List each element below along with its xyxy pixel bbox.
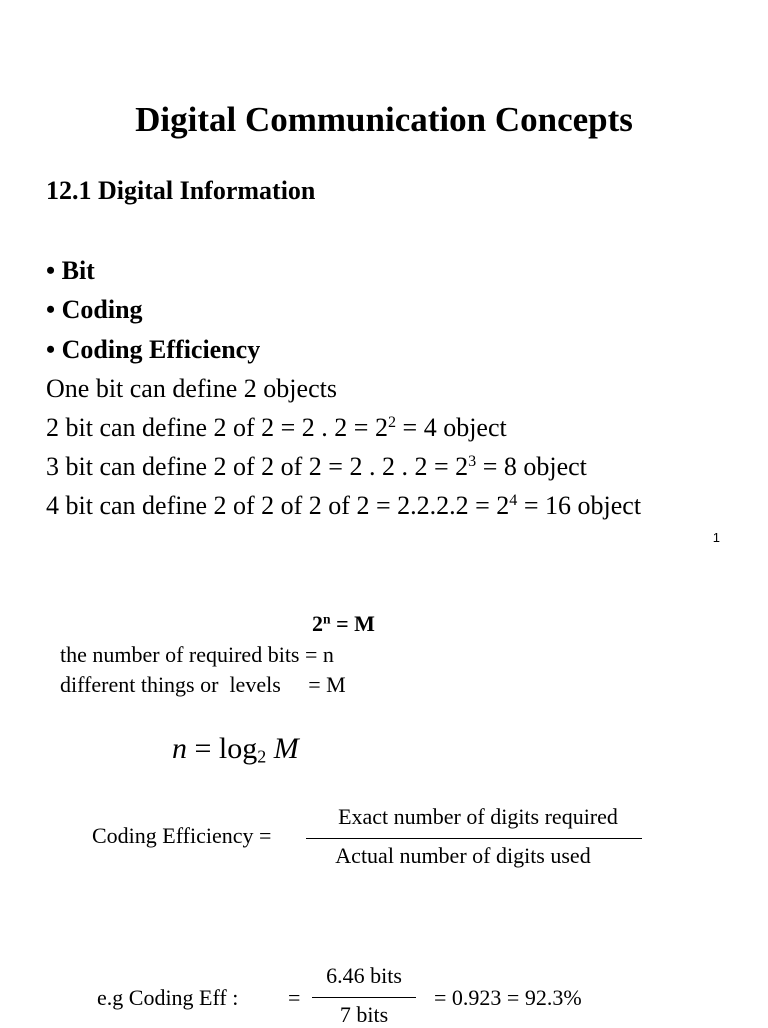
page-number: 1 — [712, 530, 720, 545]
line-text: = 8 object — [476, 452, 587, 481]
line-text: 2 bit can define 2 of 2 = 2 . 2 = 2 — [46, 413, 388, 442]
bullet-item-coding — [46, 295, 143, 325]
relation-base: 2 — [312, 611, 323, 636]
example-result: = 0.923 = 92.3% — [434, 985, 582, 1010]
efficiency-denominator: Actual number of digits used — [335, 843, 591, 868]
line-text: = 16 object — [517, 491, 642, 520]
four-bit-line — [46, 491, 641, 521]
two-bit-line — [46, 413, 507, 443]
line-text: 4 bit can define 2 of 2 of 2 of 2 = 2.2.2.2 = 2 — [46, 491, 510, 520]
relation-rest: = M — [330, 611, 375, 636]
bullet-marker: • — [46, 256, 56, 285]
log-formula — [172, 732, 299, 766]
bullet-label: Coding Efficiency — [61, 335, 261, 364]
bullet-item-coding-efficiency — [46, 335, 260, 365]
example-fraction-bar — [312, 997, 416, 998]
log-eq: = log — [187, 732, 258, 765]
bullet-label: Coding — [61, 295, 143, 324]
section-heading: 12.1 Digital Information — [46, 176, 316, 205]
relation-exponent: n — [323, 611, 331, 627]
relation-formula — [312, 611, 375, 637]
definition-bits: the number of required bits = n — [60, 642, 334, 667]
log-arg: M — [266, 732, 299, 765]
example-denominator: 7 bits — [339, 1002, 389, 1027]
example-label: e.g Coding Eff : — [97, 985, 239, 1010]
exponent: 2 — [387, 414, 397, 432]
log-base: 2 — [257, 746, 267, 767]
efficiency-label: Coding Efficiency = — [92, 823, 272, 848]
efficiency-numerator: Exact number of digits required — [338, 804, 618, 829]
bullet-item-bit — [46, 256, 95, 286]
exponent: 3 — [468, 453, 477, 471]
slide-title: Digital Communication Concepts — [135, 100, 633, 139]
exponent: 4 — [509, 492, 518, 510]
example-equals: = — [288, 985, 301, 1010]
one-bit-line: One bit can define 2 objects — [46, 374, 337, 403]
line-text: = 4 object — [396, 413, 507, 442]
bullet-marker: • — [46, 295, 56, 324]
line-text: 3 bit can define 2 of 2 of 2 = 2 . 2 . 2 = 2 — [46, 452, 469, 481]
example-numerator: 6.46 bits — [326, 963, 402, 988]
bullet-marker: • — [46, 335, 56, 364]
bullet-label: Bit — [61, 256, 95, 285]
efficiency-fraction-bar — [306, 838, 642, 839]
definition-levels: different things or levels = M — [60, 672, 346, 697]
three-bit-line — [46, 452, 587, 482]
log-lhs: n — [172, 732, 187, 765]
